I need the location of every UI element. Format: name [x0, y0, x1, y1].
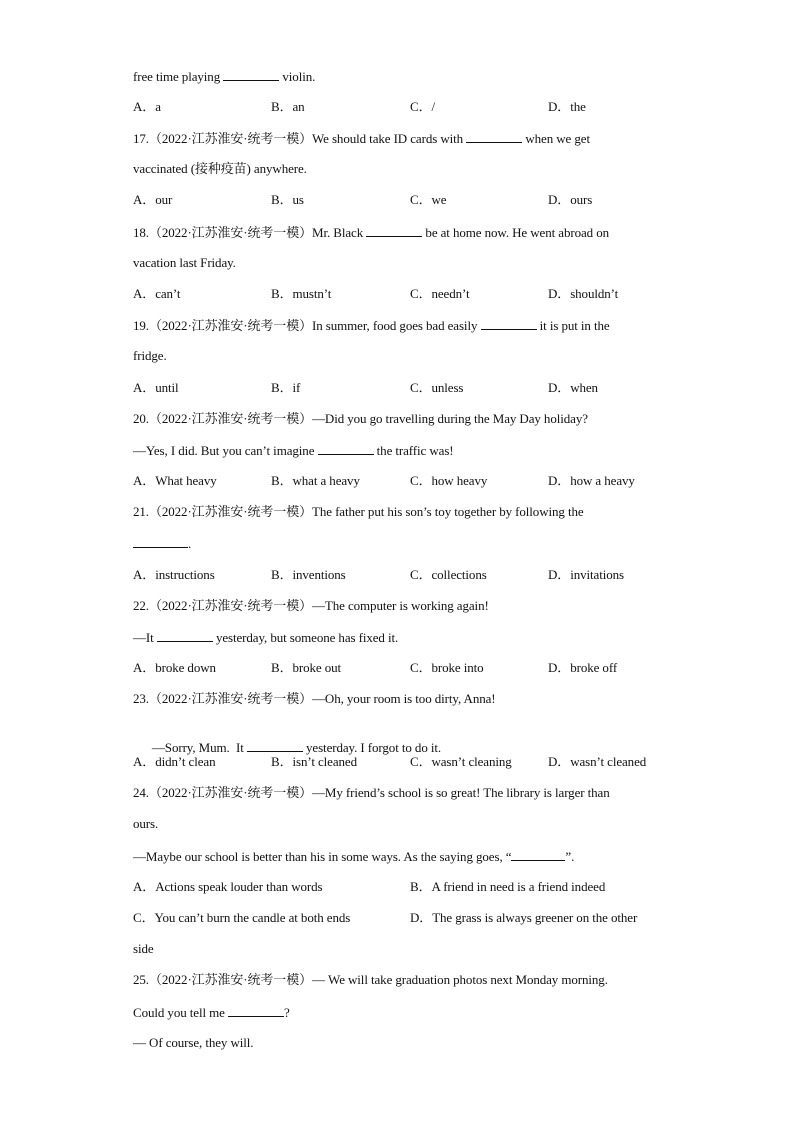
question-17-line [133, 130, 590, 147]
question-text: it is put in the [536, 318, 610, 333]
question-24-continuation: ours. [133, 816, 159, 831]
option-d: D．when [548, 380, 598, 395]
option-c: C．broke into [410, 660, 484, 675]
option-a: A．didn’t clean [133, 754, 216, 769]
question-text: when we get [522, 131, 590, 146]
question-21-line: 21.（2022·江苏淮安·统考一模）The father put his son’s toy together by following the [133, 504, 584, 519]
option-a: A．Actions speak louder than words [133, 879, 323, 894]
question-text: —Sorry, Mum. It [145, 740, 247, 755]
question-25-reply: — Of course, they will. [133, 1035, 254, 1050]
option-c: C．needn’t [410, 286, 470, 301]
option-a: A．our [133, 192, 173, 207]
option-d: D．shouldn’t [548, 286, 619, 301]
question-text: free time playing [133, 69, 224, 84]
question-text: violin. [279, 69, 316, 84]
option-c: C．You can’t burn the candle at both ends [133, 910, 351, 925]
option-b: B．if [271, 380, 301, 395]
question-text: 18.（2022·江苏淮安·统考一模）Mr. Black [133, 225, 367, 240]
option-d: D．how a heavy [548, 473, 635, 488]
option-b: B．what a heavy [271, 473, 360, 488]
question-18-line [133, 224, 609, 241]
question-text: ”. [565, 849, 575, 864]
option-a: A．broke down [133, 660, 216, 675]
option-a: A．can’t [133, 286, 181, 301]
question-text: Could you tell me [133, 1005, 228, 1020]
question-19-line [133, 317, 610, 334]
question-19-continuation: fridge. [133, 348, 167, 363]
question-25-continuation [133, 1004, 290, 1021]
option-d: D．The grass is always greener on the other [410, 910, 638, 925]
option-b: B．broke out [271, 660, 342, 675]
answer-blank [511, 848, 565, 861]
question-24-line: 24.（2022·江苏淮安·统考一模）—My friend’s school is so great! The library is larger than [133, 785, 610, 800]
option-b: B．inventions [271, 567, 346, 582]
question-20-line: 20.（2022·江苏淮安·统考一模）—Did you go travelling during the May Day holiday? [133, 411, 588, 426]
question-25-line: 25.（2022·江苏淮安·统考一模）— We will take graduation photos next Monday morning. [133, 972, 608, 987]
question-18-continuation: vacation last Friday. [133, 255, 236, 270]
option-b: B．us [271, 192, 304, 207]
question-text: —Yes, I did. But you can’t imagine [133, 443, 318, 458]
question-21-continuation [133, 535, 191, 552]
option-a: A．until [133, 380, 179, 395]
option-c: C．wasn’t cleaning [410, 754, 512, 769]
question-20-reply [133, 442, 454, 459]
answer-blank [366, 224, 422, 237]
question-text: —Maybe our school is better than his in some ways. As the saying goes, “ [133, 849, 512, 864]
answer-blank [318, 442, 374, 455]
question-24-reply [133, 848, 574, 865]
option-d: D．wasn’t cleaned [548, 754, 647, 769]
option-a: A．instructions [133, 567, 215, 582]
option-b: B．an [271, 99, 305, 114]
answer-blank [247, 739, 303, 752]
question-text: yesterday. I forgot to do it. [302, 740, 442, 755]
answer-blank [481, 317, 537, 330]
question-text: be at home now. He went abroad on [422, 225, 609, 240]
question-text: . [188, 536, 192, 551]
question-text: yesterday, but someone has fixed it. [212, 630, 399, 645]
option-d: D．invitations [548, 567, 624, 582]
option-d: D．ours [548, 192, 593, 207]
option-b: B．isn’t cleaned [271, 754, 357, 769]
answer-blank [466, 130, 522, 143]
option-a: A．What heavy [133, 473, 217, 488]
answer-blank [223, 68, 279, 81]
option-d-continuation: side [133, 941, 154, 956]
option-d: D．the [548, 99, 586, 114]
option-c: C．/ [410, 99, 435, 114]
question-text: the traffic was! [373, 443, 454, 458]
question-16-line [133, 68, 315, 85]
option-c: C．collections [410, 567, 487, 582]
question-23-line: 23.（2022·江苏淮安·统考一模）—Oh, your room is too dirty, Anna! [133, 691, 496, 706]
option-a: A．a [133, 99, 161, 114]
question-text: 17.（2022·江苏淮安·统考一模）We should take ID cards with [133, 131, 467, 146]
question-text: ? [283, 1005, 290, 1020]
question-22-line: 22.（2022·江苏淮安·统考一模）—The computer is working again! [133, 598, 489, 613]
answer-blank [157, 629, 213, 642]
question-text: 19.（2022·江苏淮安·统考一模）In summer, food goes bad easily [133, 318, 481, 333]
option-b: B．A friend in need is a friend indeed [410, 879, 606, 894]
option-b: B．mustn’t [271, 286, 332, 301]
option-c: C．how heavy [410, 473, 488, 488]
answer-blank [228, 1004, 284, 1017]
answer-blank [133, 535, 188, 548]
question-text: —It [133, 630, 157, 645]
option-c: C．we [410, 192, 447, 207]
option-d: D．broke off [548, 660, 618, 675]
question-22-reply [133, 629, 398, 646]
option-c: C．unless [410, 380, 464, 395]
question-17-continuation: vaccinated (接种疫苗) anywhere. [133, 161, 307, 176]
